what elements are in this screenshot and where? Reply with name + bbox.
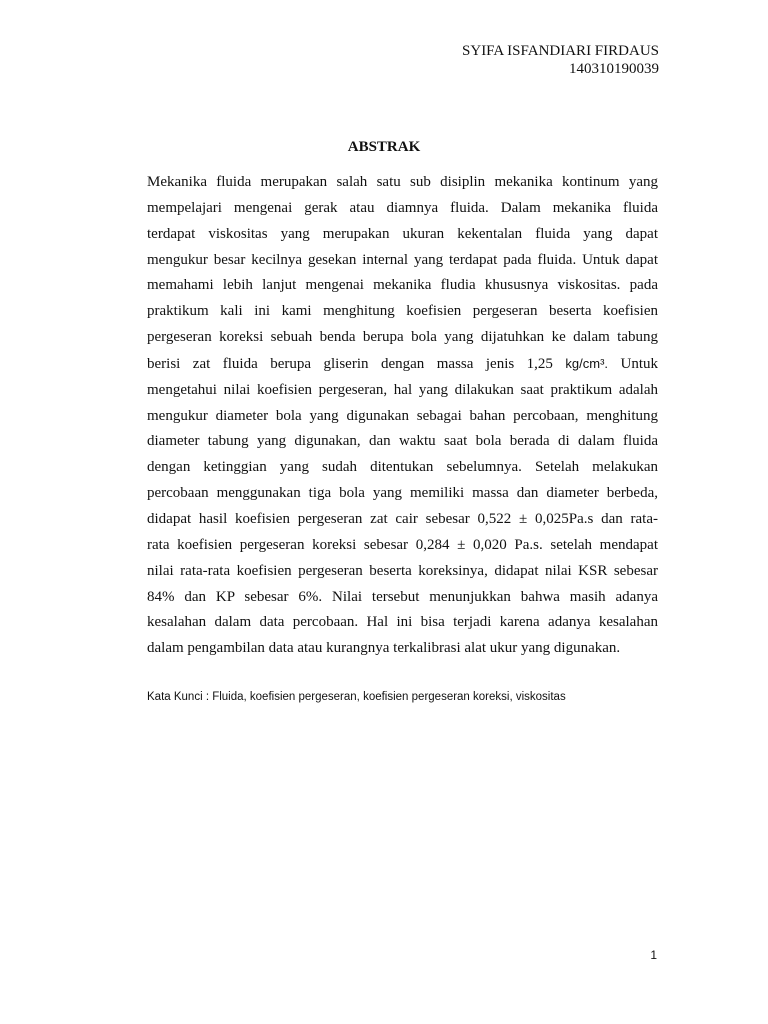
abstract-line: didapat hasil koefisien pergeseran zat cair sebesar 0,522 ± 0,025Pa.s dan rata- (147, 510, 658, 527)
abstract-line: diameter tabung yang digunakan, dan waktu saat bola berada di dalam fluida (147, 433, 658, 450)
student-id: 140310190039 (569, 61, 659, 77)
author-name: SYIFA ISFANDIARI FIRDAUS (462, 43, 659, 59)
density-text: berisi zat fluida berupa gliserin dengan massa jenis 1,25 (147, 355, 553, 372)
page-number: 1 (650, 948, 657, 962)
abstract-line: rata koefisien pergeseran koreksi sebesar 0,284 ± 0,020 Pa.s. setelah mendapat (147, 536, 658, 553)
abstract-line: praktikum kali ini kami menghitung koefisien pergeseran beserta koefisien (147, 303, 658, 320)
abstract-line: Mekanika fluida merupakan salah satu sub disiplin mekanika kontinum yang (147, 174, 658, 190)
density-line-tail: Untuk (620, 355, 659, 372)
abstract-line: mengetahui nilai koefisien pergeseran, hal yang dilakukan saat praktikum adalah (147, 381, 658, 398)
abstract-line: mempelajari mengenai gerak atau diamnya fluida. Dalam mekanika fluida (147, 199, 658, 216)
keywords: Kata Kunci : Fluida, koefisien pergeseran, koefisien pergeseran koreksi, viskositas (147, 691, 566, 703)
abstract-line: mengukur besar kecilnya gesekan internal yang terdapat pada fluida. Untuk dapat (147, 251, 658, 268)
abstract-line: memahami lebih lanjut mengenai mekanika fludia khususnya viskositas. pada (147, 277, 658, 294)
author-header (462, 42, 659, 78)
abstract-body (147, 170, 658, 662)
abstract-title: ABSTRAK (347, 139, 421, 155)
abstract-line: dengan ketinggian yang sudah ditentukan sebelumnya. Setelah melakukan (147, 459, 658, 476)
abstract-line: terdapat viskositas yang merupakan ukuran kekentalan fluida yang dapat (147, 225, 658, 242)
density-unit: kg/cm³. (565, 355, 609, 371)
abstract-line: pergeseran koreksi sebuah benda berupa bola yang dijatuhkan ke dalam tabung (147, 329, 658, 346)
abstract-line: kesalahan dalam data percobaan. Hal ini bisa terjadi karena adanya kesalahan (147, 614, 658, 631)
abstract-line: 84% dan KP sebesar 6%. Nilai tersebut menunjukkan bahwa masih adanya (147, 588, 658, 605)
abstract-line: dalam pengambilan data atau kurangnya terkalibrasi alat ukur yang digunakan. (147, 640, 621, 657)
abstract-line-density (147, 351, 658, 378)
abstract-line: nilai rata-rata koefisien pergeseran beserta koreksinya, didapat nilai KSR sebesar (147, 562, 658, 579)
abstract-line: percobaan menggunakan tiga bola yang memiliki massa dan diameter berbeda, (147, 485, 658, 502)
abstract-line: mengukur diameter bola yang digunakan sebagai bahan percobaan, menghitung (147, 407, 658, 424)
